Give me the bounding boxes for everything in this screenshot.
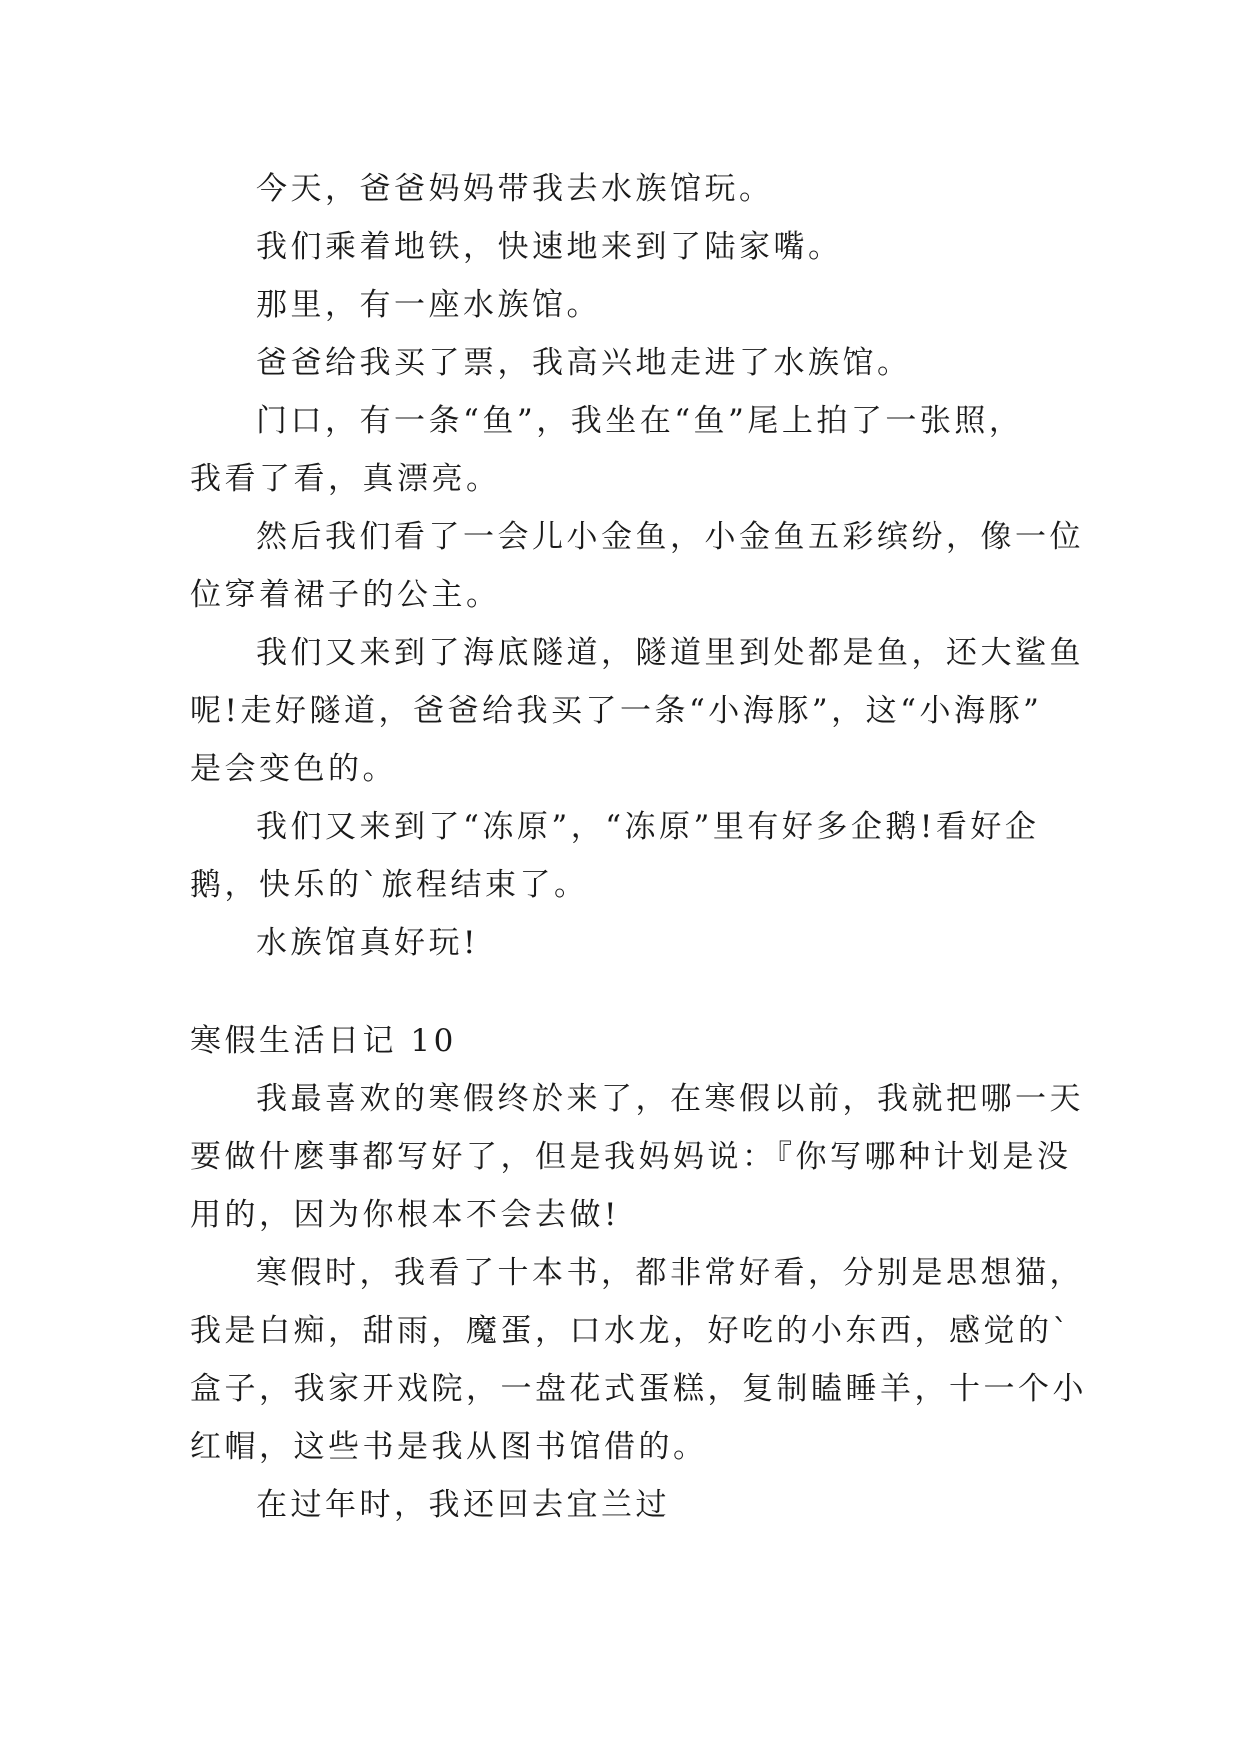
paragraph-line: 门口，有一条“鱼”，我坐在“鱼”尾上拍了一张照， [256, 403, 1024, 439]
paragraph-line: 我最喜欢的寒假终於来了，在寒假以前，我就把哪一天 [256, 1081, 1084, 1117]
entry-title: 寒假生活日记 10 [190, 1023, 457, 1059]
paragraph-line: 红帽，这些书是我从图书馆借的。 [190, 1429, 708, 1465]
paragraph-line: 鹅，快乐的`旅程结束了。 [190, 867, 589, 903]
document-page [190, 160, 1087, 1534]
section-spacer [190, 972, 1050, 1012]
paragraph-line: 我们又来到了海底隧道，隧道里到处都是鱼，还大鲨鱼 [256, 635, 1084, 671]
diary-entry-aquarium [190, 160, 1084, 972]
paragraph-line: 用的，因为你根本不会去做! [190, 1197, 620, 1233]
paragraph-line: 我们乘着地铁，快速地来到了陆家嘴。 [256, 229, 843, 265]
paragraph-line: 位穿着裙子的公主。 [190, 577, 501, 613]
paragraph-line: 呢!走好隧道，爸爸给我买了一条“小海豚”，这“小海豚” [190, 693, 1043, 729]
paragraph-line: 寒假时，我看了十本书，都非常好看，分别是思想猫， [256, 1255, 1084, 1291]
paragraph-line: 我看了看，真漂亮。 [190, 461, 501, 497]
diary-entry-winter-break [190, 1012, 1087, 1534]
paragraph-line: 是会变色的。 [190, 751, 397, 787]
paragraph-line: 盒子，我家开戏院，一盘花式蛋糕，复制瞌睡羊，十一个小 [190, 1371, 1087, 1407]
paragraph-line: 那里，有一座水族馆。 [256, 287, 601, 323]
paragraph-line: 我是白痴，甜雨，魔蛋，口水龙，好吃的小东西，感觉的` [190, 1313, 1072, 1349]
paragraph-line: 我们又来到了“冻原”，“冻原”里有好多企鹅!看好企 [256, 809, 1040, 845]
paragraph-line: 然后我们看了一会儿小金鱼，小金鱼五彩缤纷，像一位 [256, 519, 1084, 555]
paragraph-line: 爸爸给我买了票，我高兴地走进了水族馆。 [256, 345, 912, 381]
paragraph-line: 在过年时，我还回去宜兰过 [256, 1487, 670, 1523]
paragraph-line: 要做什麽事都写好了，但是我妈妈说：『你写哪种计划是没 [190, 1139, 1072, 1175]
paragraph-line: 今天，爸爸妈妈带我去水族馆玩。 [256, 171, 774, 207]
paragraph-line: 水族馆真好玩! [256, 925, 479, 961]
